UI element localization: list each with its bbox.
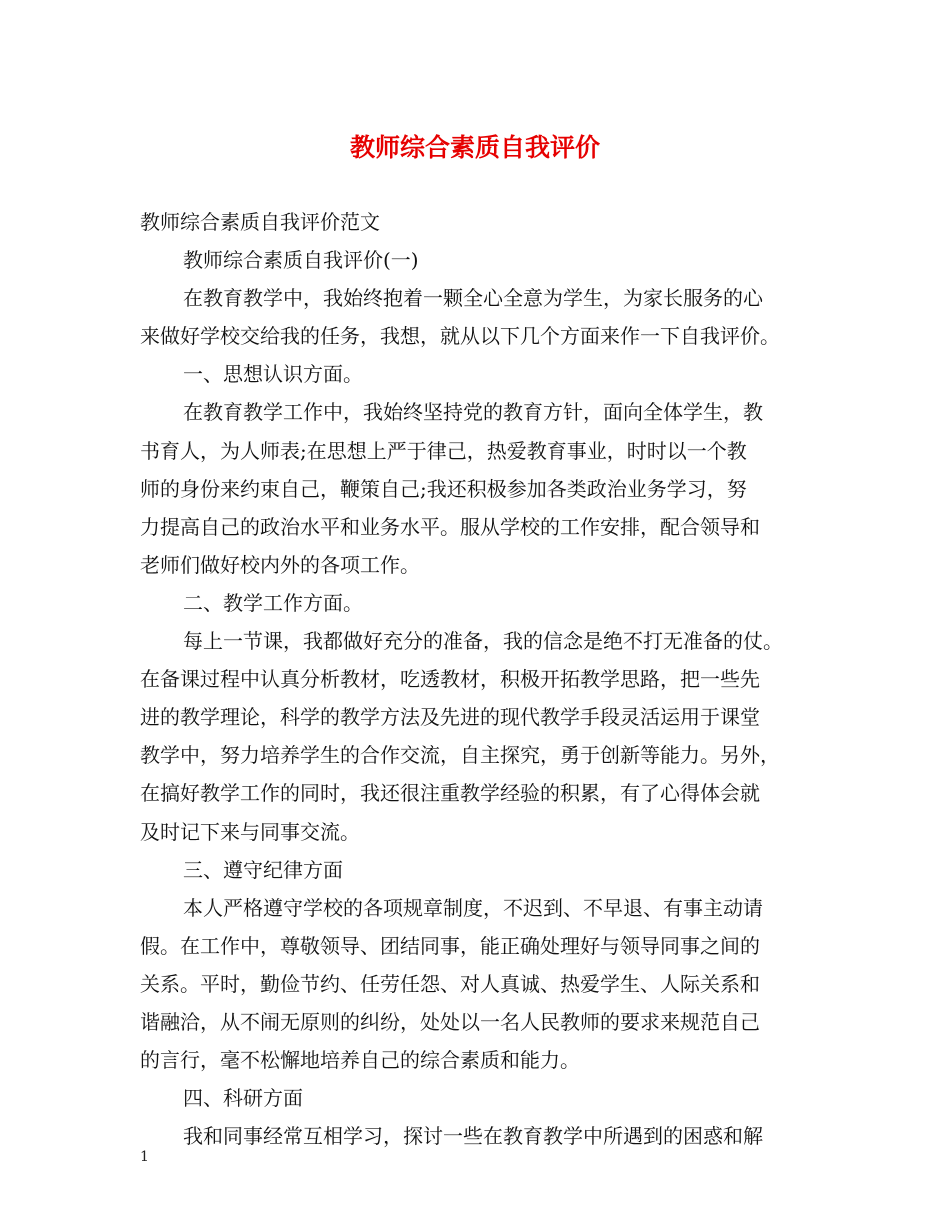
body-line: 在教育教学中，我始终抱着一颗全心全意为学生，为家长服务的心 <box>183 286 763 311</box>
body-line: 一、思想认识方面。 <box>183 362 363 387</box>
body-line: 及时记下来与同事交流。 <box>140 819 360 844</box>
body-line: 三、遵守纪律方面 <box>183 857 343 882</box>
body-line: 本人严格遵守学校的各项规章制度，不迟到、不早退、有事主动请 <box>183 895 763 920</box>
body-line: 的言行，毫不松懈地培养自己的综合素质和能力。 <box>140 1048 580 1073</box>
body-line: 师的身份来约束自己，鞭策自己;我还积极参加各类政治业务学习，努 <box>140 476 747 501</box>
body-line: 每上一节课，我都做好充分的准备，我的信念是绝不打无准备的仗。 <box>183 629 783 654</box>
body-line: 老师们做好校内外的各项工作。 <box>140 552 420 577</box>
body-line: 力提高自己的政治水平和业务水平。服从学校的工作安排，配合领导和 <box>140 514 760 539</box>
body-line: 教学中，努力培养学生的合作交流，自主探究，勇于创新等能力。另外， <box>140 743 780 768</box>
body-line: 在备课过程中认真分析教材，吃透教材，积极开拓教学思路，把一些先 <box>140 667 760 692</box>
document-title: 教师综合素质自我评价 <box>349 133 600 162</box>
body-line: 书育人，为人师表;在思想上严于律己，热爱教育事业，时时以一个教 <box>140 438 747 463</box>
body-line: 假。在工作中，尊敬领导、团结同事，能正确处理好与领导同事之间的 <box>140 933 760 958</box>
body-line: 在搞好教学工作的同时，我还很注重教学经验的积累，有了心得体会就 <box>140 781 760 806</box>
body-line: 我和同事经常互相学习，探讨一些在教育教学中所遇到的困惑和解 <box>183 1124 763 1149</box>
body-line: 四、科研方面 <box>183 1086 303 1111</box>
body-line: 二、教学工作方面。 <box>183 590 363 615</box>
body-line: 谐融洽，从不闹无原则的纠纷，处处以一名人民教师的要求来规范自己 <box>140 1009 760 1034</box>
page-number: 1 <box>140 1149 149 1165</box>
body-line: 进的教学理论，科学的教学方法及先进的现代教学手段灵活运用于课堂 <box>140 705 760 730</box>
body-line: 教师综合素质自我评价范文 <box>140 210 380 234</box>
body-line: 在教育教学工作中，我始终坚持党的教育方针，面向全体学生，教 <box>183 400 763 425</box>
document-body <box>140 203 816 1155</box>
body-line: 关系。平时，勤俭节约、任劳任怨、对人真诚、热爱学生、人际关系和 <box>140 971 760 996</box>
body-line: 教师综合素质自我评价(一) <box>183 248 419 273</box>
body-line: 来做好学校交给我的任务，我想，就从以下几个方面来作一下自我评价。 <box>140 324 780 349</box>
